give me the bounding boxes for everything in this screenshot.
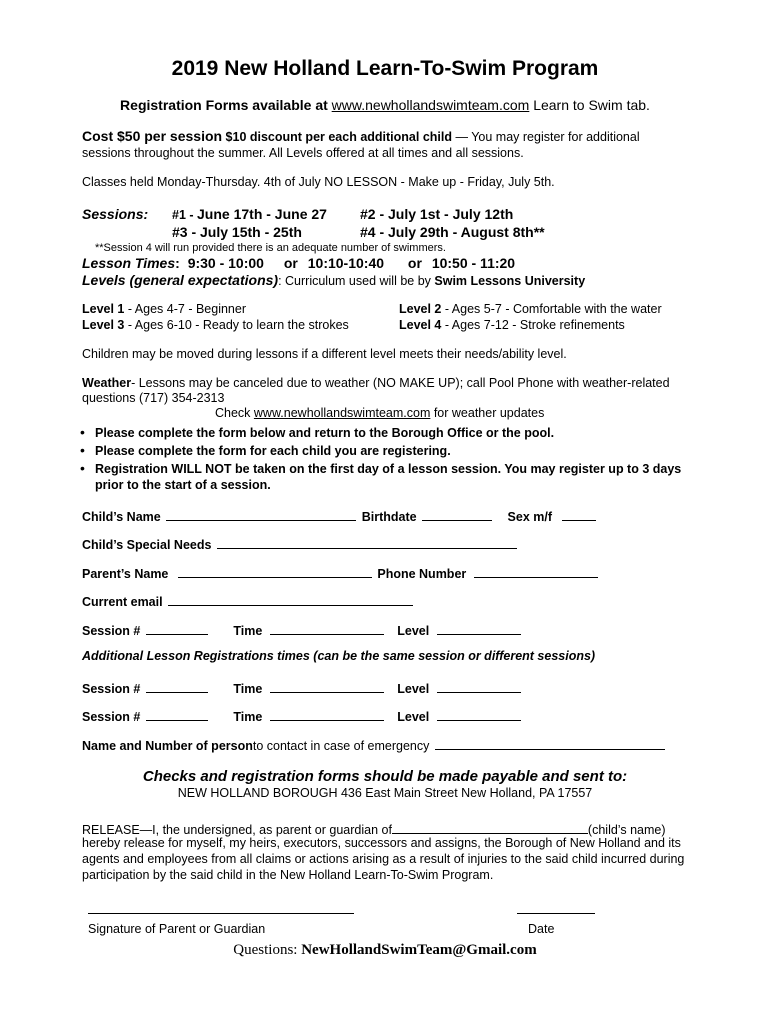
child-name-row xyxy=(82,507,596,524)
session-1-dates: June 17th - June 27 xyxy=(197,206,327,222)
cost-bold: Cost $50 per session xyxy=(82,128,223,144)
bullet-icon: • xyxy=(80,460,85,476)
level-4-name: Level 4 xyxy=(399,318,442,332)
time-slot-3: 10:50 - 11:20 xyxy=(431,255,516,271)
session-label: Session # xyxy=(82,710,141,724)
email-row xyxy=(82,592,413,609)
release-prefix: RELEASE—I, the undersigned, as parent or guardian of xyxy=(82,823,392,837)
cost-rest: — You may register for additional xyxy=(452,130,640,144)
session-field[interactable] xyxy=(146,621,208,635)
session-field[interactable] xyxy=(146,679,208,693)
payable-heading: Checks and registration forms should be made payable and sent to: xyxy=(142,768,628,785)
payable-address: NEW HOLLAND BOROUGH 436 East Main Street New Holland, PA 17557 xyxy=(177,786,593,800)
registration-link[interactable]: www.newhollandswimteam.com xyxy=(331,97,530,113)
levels-curriculum: Swim Lessons University xyxy=(434,274,586,288)
cost-line-1 xyxy=(82,128,640,144)
time-field[interactable] xyxy=(270,707,384,721)
emergency-label-bold: Name and Number of person xyxy=(82,739,253,753)
time-label: Time xyxy=(233,624,263,638)
bullet-icon: • xyxy=(80,442,85,458)
weather-line-1 xyxy=(82,376,670,390)
bullet-3: Registration WILL NOT be taken on the first day of a lesson session. You may register up to 3 days xyxy=(95,462,682,476)
session-4: #4 - July 29th - August 8th** xyxy=(360,224,545,240)
parent-name-field[interactable] xyxy=(178,564,372,578)
registration-prefix: Registration Forms available at xyxy=(120,97,332,113)
level-1 xyxy=(82,302,246,316)
bullet-icon: • xyxy=(80,424,85,440)
session-field[interactable] xyxy=(146,707,208,721)
level-label: Level xyxy=(397,624,430,638)
weather-check xyxy=(215,406,544,420)
signature-line[interactable] xyxy=(88,913,354,914)
emergency-field[interactable] xyxy=(435,736,665,750)
birthdate-field[interactable] xyxy=(422,507,492,521)
session-1-num: #1 - xyxy=(172,208,198,222)
sex-field[interactable] xyxy=(562,507,596,521)
classes-line: Classes held Monday-Thursday. 4th of July NO LESSON - Make up - Friday, July 5th. xyxy=(82,175,555,189)
session-2: #2 - July 1st - July 12th xyxy=(360,206,514,222)
time-label: Time xyxy=(233,710,263,724)
session-1 xyxy=(172,206,327,222)
level-2 xyxy=(399,302,662,316)
session-row-2 xyxy=(82,679,521,696)
special-needs-field[interactable] xyxy=(217,535,517,549)
or-2: or xyxy=(407,255,422,271)
weather-check-link[interactable]: www.newhollandswimteam.com xyxy=(253,406,431,420)
signature-label: Signature of Parent or Guardian xyxy=(88,922,266,936)
weather-text-1: - Lessons may be canceled due to weather (NO MAKE UP); call Pool Phone with weather-related xyxy=(131,376,670,390)
session-3: #3 - July 15th - 25th xyxy=(172,224,302,240)
lesson-times-label: Lesson Times xyxy=(82,255,176,271)
phone-label: Phone Number xyxy=(377,567,467,581)
release-line-2: hereby release for myself, my heirs, executors, successors and assigns, the Borough of New Holland and its xyxy=(82,836,681,850)
sex-label: Sex m/f xyxy=(507,510,553,524)
session-row-1 xyxy=(82,621,521,638)
questions-prefix: Questions: xyxy=(233,942,302,958)
level-1-name: Level 1 xyxy=(82,302,125,316)
levels-label: Levels (general expectations) xyxy=(82,272,279,288)
time-slot-2: 10:10-10:40 xyxy=(307,255,385,271)
questions-email[interactable]: NewHollandSwimTeam@Gmail.com xyxy=(301,942,537,958)
page-title: 2019 New Holland Learn-To-Swim Program xyxy=(171,57,599,80)
cost-line-2: sessions throughout the summer. All Levels offered at all times and all sessions. xyxy=(82,146,524,160)
release-line-4: participation by the said child in the New Holland Learn-To-Swim Program. xyxy=(82,868,494,882)
moved-note: Children may be moved during lessons if a different level meets their needs/ability level. xyxy=(82,347,567,361)
weather-label: Weather xyxy=(82,376,132,390)
phone-field[interactable] xyxy=(474,564,598,578)
birthdate-label: Birthdate xyxy=(361,510,417,524)
session-label: Session # xyxy=(82,624,141,638)
questions-line xyxy=(0,942,770,959)
time-slot-1: 9:30 - 10:00 xyxy=(187,255,264,271)
special-needs-label: Child’s Special Needs xyxy=(82,538,212,552)
weather-check-suffix: for weather updates xyxy=(430,406,545,420)
parent-name-label: Parent’s Name xyxy=(82,567,169,581)
level-3-name: Level 3 xyxy=(82,318,125,332)
special-needs-row xyxy=(82,535,517,552)
cost-discount: $10 discount per each additional child xyxy=(225,130,452,144)
child-name-field[interactable] xyxy=(166,507,356,521)
or-1: or xyxy=(283,255,298,271)
level-field[interactable] xyxy=(437,621,521,635)
level-3 xyxy=(82,318,349,332)
registration-suffix: Learn to Swim tab. xyxy=(529,97,650,113)
lesson-times-colon: : xyxy=(175,255,180,271)
time-field[interactable] xyxy=(270,621,384,635)
time-field[interactable] xyxy=(270,679,384,693)
levels-heading xyxy=(82,272,585,288)
weather-check-prefix: Check xyxy=(215,406,254,420)
level-2-name: Level 2 xyxy=(399,302,442,316)
lesson-times xyxy=(82,255,515,271)
child-name-label: Child’s Name xyxy=(82,510,161,524)
parent-row xyxy=(82,564,598,581)
email-field[interactable] xyxy=(168,592,413,606)
emergency-label-rest: to contact in case of emergency xyxy=(252,739,430,753)
level-4-desc: - Ages 7-12 - Stroke refinements xyxy=(441,318,625,332)
weather-line-2: questions (717) 354-2313 xyxy=(82,391,225,405)
level-1-desc: - Ages 4-7 - Beginner xyxy=(124,302,246,316)
date-line[interactable] xyxy=(517,913,595,914)
level-2-desc: - Ages 5-7 - Comfortable with the water xyxy=(441,302,662,316)
bullet-1: Please complete the form below and return to the Borough Office or the pool. xyxy=(95,426,555,440)
email-label: Current email xyxy=(82,595,163,609)
session-row-3 xyxy=(82,707,521,724)
session-label: Session # xyxy=(82,682,141,696)
date-label: Date xyxy=(528,922,555,936)
release-suffix: (child’s name) xyxy=(587,823,666,837)
release-child-name-field[interactable] xyxy=(392,820,588,834)
bullet-3-cont: prior to the start of a session. xyxy=(95,478,271,492)
level-3-desc: - Ages 6-10 - Ready to learn the strokes xyxy=(124,318,349,332)
level-field[interactable] xyxy=(437,679,521,693)
level-4 xyxy=(399,318,625,332)
emergency-row xyxy=(82,736,665,753)
levels-text: : Curriculum used will be by xyxy=(278,274,435,288)
time-label: Time xyxy=(233,682,263,696)
level-label: Level xyxy=(397,710,430,724)
bullet-2: Please complete the form for each child you are registering. xyxy=(95,444,451,458)
release-line-1 xyxy=(82,820,666,837)
release-line-3: agents and employees from all claims or actions arising as a result of injuries to the said child incurred during xyxy=(82,852,685,866)
registration-line xyxy=(0,97,770,113)
session-note: **Session 4 will run provided there is an adequate number of swimmers. xyxy=(95,242,446,254)
additional-heading: Additional Lesson Registrations times (can be the same session or different sessions) xyxy=(82,649,596,663)
sessions-label: Sessions: xyxy=(82,206,149,222)
level-label: Level xyxy=(397,682,430,696)
level-field[interactable] xyxy=(437,707,521,721)
